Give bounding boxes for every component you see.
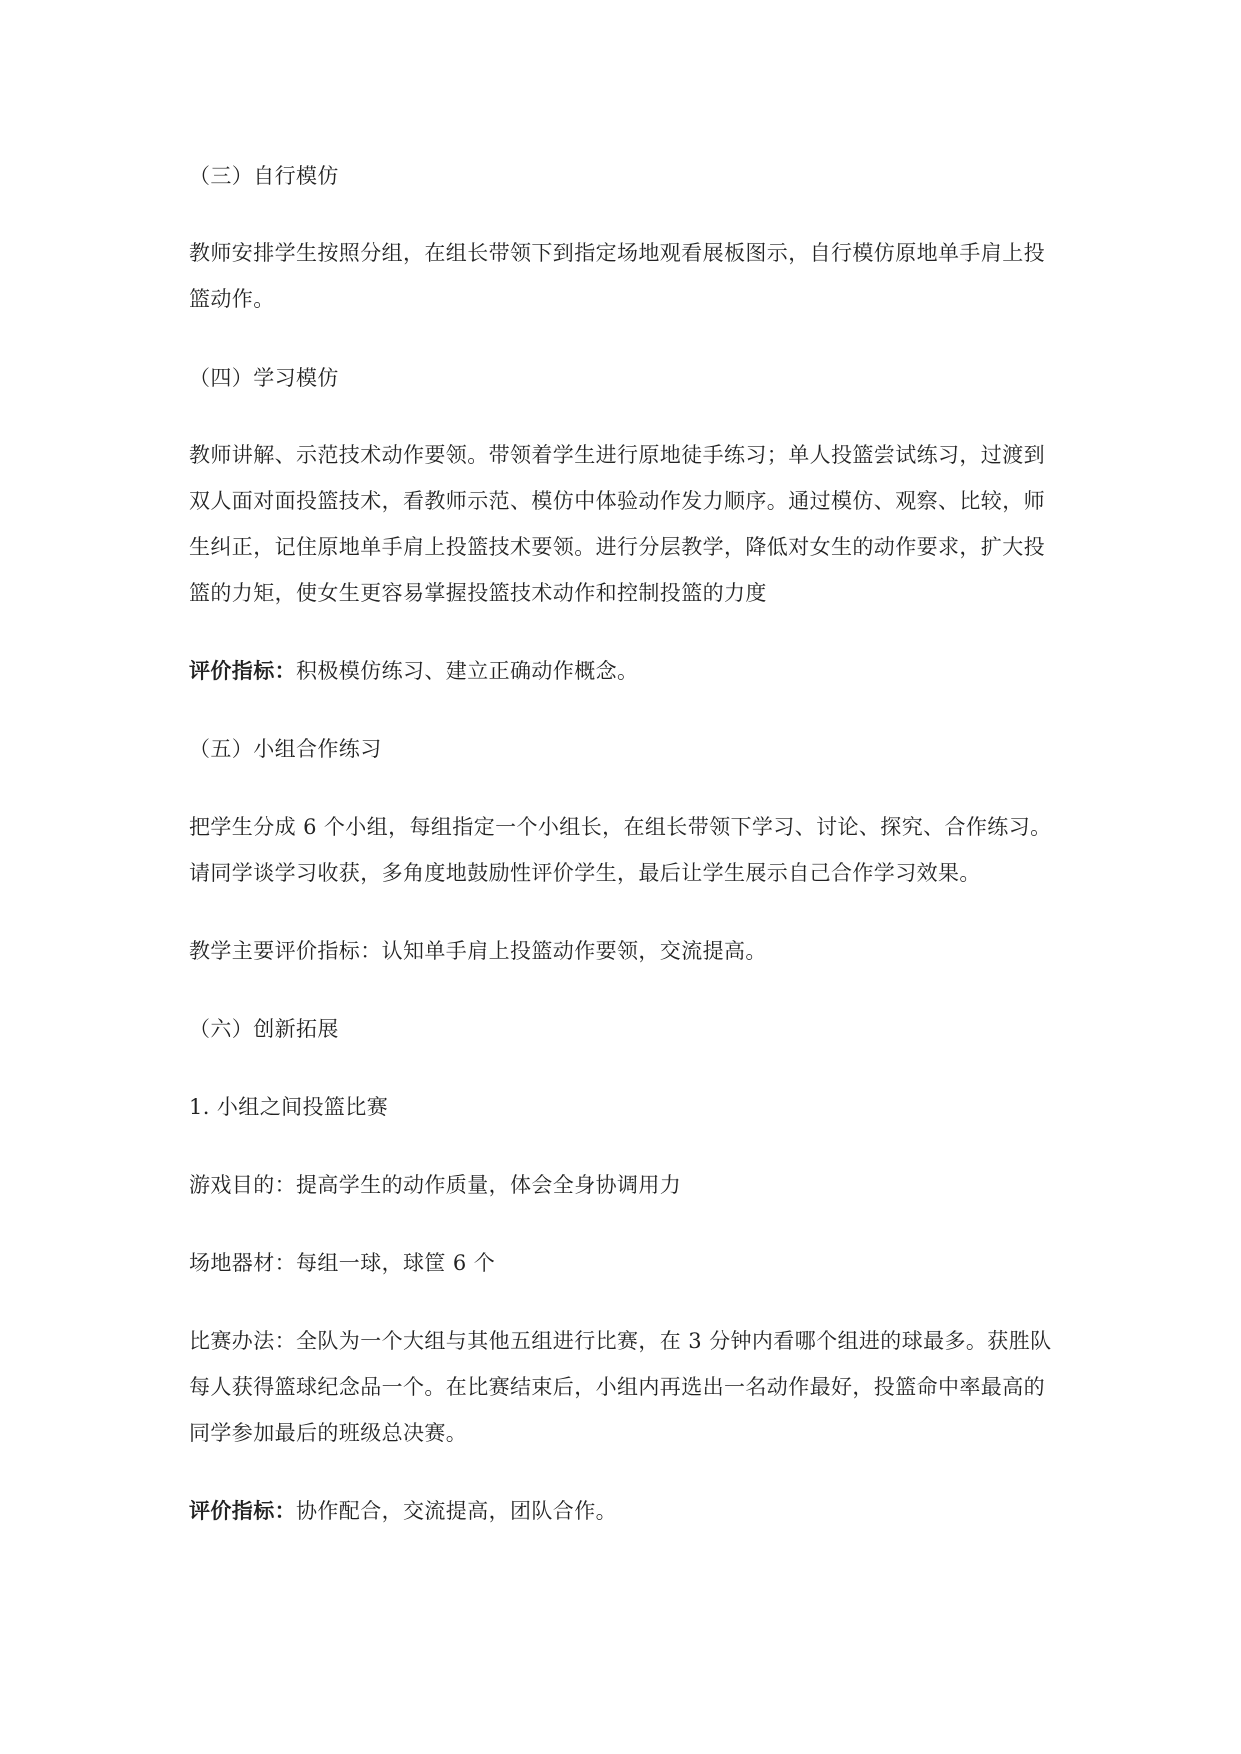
evaluation-line [189,1497,617,1525]
heading-self-imitation: （三）自行模仿 [189,164,339,188]
paragraph-line: 双人面对面投篮技术，看教师示范、模仿中体验动作发力顺序。通过模仿、观察、比较，师 [189,489,1045,513]
heading-learning-imitation: （四）学习模仿 [189,366,339,390]
paragraph-line: 教师安排学生按照分组，在组长带领下到指定场地观看展板图示，自行模仿原地单手肩上投 [189,241,1045,265]
paragraph-line: 篮动作。 [189,287,275,311]
game-purpose-line: 游戏目的：提高学生的动作质量，体会全身协调用力 [189,1173,682,1197]
paragraph-line: 比赛办法：全队为一个大组与其他五组进行比赛，在 3 分钟内看哪个组进的球最多。获胜队 [189,1329,1052,1353]
evaluation-label: 评价指标： [189,659,296,683]
paragraph-line: 生纠正，记住原地单手肩上投篮技术要领。进行分层教学，降低对女生的动作要求，扩大投 [189,535,1045,559]
evaluation-text: 积极模仿练习、建立正确动作概念。 [296,659,639,683]
evaluation-line [189,657,638,685]
paragraph-line: 把学生分成 6 个小组，每组指定一个小组长，在组长带领下学习、讨论、探究、合作练习。 [189,815,1052,839]
paragraph-line: 请同学谈学习收获，多角度地鼓励性评价学生，最后让学生展示自己合作学习效果。 [189,861,981,885]
equipment-line: 场地器材：每组一球，球筐 6 个 [189,1251,496,1275]
heading-group-practice: （五）小组合作练习 [189,737,382,761]
paragraph-line: 同学参加最后的班级总决赛。 [189,1421,468,1445]
item-title: 1. 小组之间投篮比赛 [189,1095,389,1119]
heading-innovation: （六）创新拓展 [189,1017,339,1041]
paragraph-line: 篮的力矩，使女生更容易掌握投篮技术动作和控制投篮的力度 [189,581,767,605]
main-evaluation-line: 教学主要评价指标：认知单手肩上投篮动作要领，交流提高。 [189,939,767,963]
paragraph-line: 每人获得篮球纪念品一个。在比赛结束后，小组内再选出一名动作最好，投篮命中率最高的 [189,1375,1045,1399]
evaluation-label: 评价指标： [189,1499,296,1523]
paragraph-line: 教师讲解、示范技术动作要领。带领着学生进行原地徒手练习；单人投篮尝试练习，过渡到 [189,443,1045,467]
evaluation-text: 协作配合，交流提高，团队合作。 [296,1499,617,1523]
